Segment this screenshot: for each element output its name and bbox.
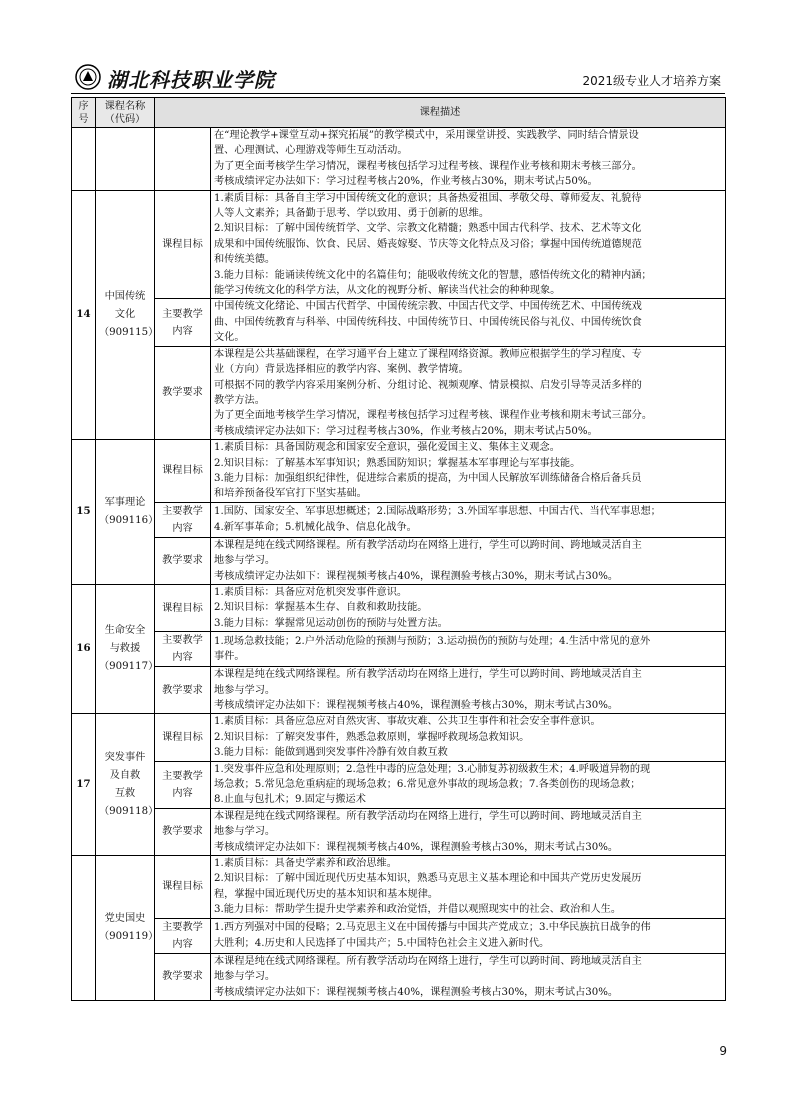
table-row: [72, 190, 726, 299]
requirement-text: 本课程是公共基础课程，在学习通平台上建立了课程网络资源。教师应根据学生的学习程度、专 业（方向）背景选择相应的教学内容、案例、教学情境。 可根据不同的教学内容采用案例分析、分组讨论、视频观摩、情景模拟、启发引导等灵活多样的 教学方法。 为了更全面地考核学生学习情况，课程考核包括学习过程考核、课程作业考核和期末考试三部分。 考核成绩评定办法如下：学习过程考核占30%，作业考核占20%，期末考试占50%。: [211, 346, 726, 439]
goal-label: 课程目标: [155, 856, 211, 919]
table-row: [72, 714, 726, 761]
requirement-label: 教学要求: [155, 667, 211, 714]
content-label: 主要教学 内容: [155, 299, 211, 346]
course-name: 生命安全 与救援 （909117）: [96, 584, 155, 713]
table-row: [72, 667, 726, 714]
course-number: [72, 856, 96, 1001]
course-number: 14: [72, 190, 96, 440]
content-label: 主要教学 内容: [155, 632, 211, 667]
content-text: 中国传统文化绪论、中国古代哲学、中国传统宗教、中国古代文学、中国传统艺术、中国传统戏 曲、中国传统教育与科举、中国传统科技、中国传统节日、中国传统民俗与礼仪、中国传统饮食 文化。: [211, 299, 726, 346]
goal-label: 课程目标: [155, 190, 211, 299]
goal-text: 1.素质目标：具备应急应对自然灾害、事故灾难、公共卫生事件和社会安全事件意识。 2.知识目标：了解突发事件，熟悉急救原则，掌握呼救现场急救知识。 3.能力目标：能做到遇到突发事件冷静有效自救互救: [211, 714, 726, 761]
content-label: 主要教学 内容: [155, 761, 211, 808]
goal-text: 1.素质目标：具备应对危机突发事件意识。 2.知识目标：掌握基本生存、自救和救助技能。 3.能力目标：掌握常见运动创伤的预防与处置方法。: [211, 584, 726, 631]
course-name: 突发事件 及自救 互救 （909118）: [96, 714, 155, 856]
table-row: [72, 346, 726, 439]
requirement-label: 教学要求: [155, 953, 211, 1000]
course-name: 中国传统 文化 （909115）: [96, 190, 155, 440]
table-row: [72, 440, 726, 503]
goal-label: 课程目标: [155, 584, 211, 631]
table-row: [72, 299, 726, 346]
table-row: [72, 808, 726, 855]
goal-text: 1.素质目标：具备国防观念和国家安全意识，强化爱国主义、集体主义观念。 2.知识目标：了解基本军事知识；熟悉国防知识；掌握基本军事理论与军事技能。 3.能力目标：加强组织纪律性，促进综合素质的提高，为中国人民解放军训练储备合格后备兵员 和培养预备役军官打下坚实基础。: [211, 440, 726, 503]
page-number: 9: [719, 1044, 727, 1058]
content-text: 1.西方列强对中国的侵略；2.马克思主义在中国传播与中国共产党成立；3.中华民族抗日战争的伟 大胜利；4.历史和人民选择了中国共产；5.中国特色社会主义进入新时代。: [211, 918, 726, 953]
goal-text: 1.素质目标：具备自主学习中国传统文化的意识；具备热爱祖国、孝敬父母、尊师爱友、礼貌待 人等人文素养；具备勤于思考、学以致用、勇于创新的思维。 2.知识目标：了解中国传统哲学、文学、宗教文化精髓；熟悉中国古代科学、技术、艺术等文化 成果和中国传统服饰、饮食、民居、婚丧嫁娶、节庆等文化特点及习俗；掌握中国传统道德规范 和传统美德。 3.能力目标：能诵读传统文化中的名篇佳句；能吸收传统文化的智慧，感悟传统文化的精神内涵； 能学习传统文化的科学方法，从文化的视野分析、解读当代社会的种种现象。: [211, 190, 726, 299]
requirement-label: 教学要求: [155, 808, 211, 855]
continuation-text: 在“理论教学+课堂互动+探究拓展”的教学模式中，采用课堂讲授、实践教学、同时结合情景设 置、心理测试、心理游戏等师生互动活动。 为了更全面考核学生学习情况，课程考核包括学习过程考核、课程作业考核和期末考核三部分。 考核成绩评定办法如下：学习过程考核占20%，作业考核占30%，期末考试占50%。: [211, 128, 726, 191]
document-title: 2021级专业人才培养方案: [582, 74, 721, 88]
table-row: [72, 761, 726, 808]
school-logo-icon: [75, 64, 101, 90]
table-header-row: [72, 98, 726, 128]
course-number: 15: [72, 440, 96, 585]
requirement-label: 教学要求: [155, 346, 211, 439]
goal-label: 课程目标: [155, 440, 211, 503]
table-row: [72, 953, 726, 1000]
requirement-text: 本课程是纯在线式网络课程。所有教学活动均在网络上进行，学生可以跨时间、跨地域灵活自主 地参与学习。 考核成绩评定办法如下：课程视频考核占40%，课程测验考核占30%，期末考试占30%。: [211, 953, 726, 1000]
page-header: [71, 62, 725, 92]
table-row-continuation: [72, 128, 726, 191]
content-label: 主要教学 内容: [155, 918, 211, 953]
table-row: [72, 918, 726, 953]
content-text: 1.现场急救技能；2.户外活动危险的预测与预防；3.运动损伤的预防与处理；4.生活中常见的意外 事件。: [211, 632, 726, 667]
course-name: 党史国史 （909119）: [96, 856, 155, 1001]
goal-label: 课程目标: [155, 714, 211, 761]
course-number: 17: [72, 714, 96, 856]
table-row: [72, 537, 726, 584]
table-row: [72, 632, 726, 667]
content-text: 1.突发事件应急和处理原则；2.急性中毒的应急处理；3.心肺复苏初级救生术；4.呼吸道异物的现 场急救；5.常见急危重病症的现场急救；6.常见意外事故的现场急救；7.各类创伤的现场急救； 8.止血与包扎术；9.固定与搬运术: [211, 761, 726, 808]
header-course-description: 课程描述: [155, 98, 726, 128]
course-number: 16: [72, 584, 96, 713]
requirement-text: 本课程是纯在线式网络课程。所有教学活动均在网络上进行，学生可以跨时间、跨地域灵活自主 地参与学习。 考核成绩评定办法如下：课程视频考核占40%，课程测验考核占30%，期末考试占30%。: [211, 667, 726, 714]
course-table: [71, 97, 726, 1001]
table-row: [72, 856, 726, 919]
school-name: 湖北科技职业学院: [107, 68, 275, 92]
table-row: [72, 584, 726, 631]
header-divider: [71, 93, 725, 94]
requirement-text: 本课程是纯在线式网络课程。所有教学活动均在网络上进行，学生可以跨时间、跨地域灵活自主 地参与学习。 考核成绩评定办法如下：课程视频考核占40%，课程测验考核占30%，期末考试占30%。: [211, 808, 726, 855]
content-label: 主要教学 内容: [155, 502, 211, 537]
header-number: 序号: [72, 98, 96, 128]
goal-text: 1.素质目标：具备史学素养和政治思维。 2.知识目标：了解中国近现代历史基本知识，熟悉马克思主义基本理论和中国共产党历史发展历 程，掌握中国近现代历史的基本知识和基本规律。 3.能力目标：帮助学生提升史学素养和政治觉悟，并借以观照现实中的社会、政治和人生。: [211, 856, 726, 919]
content-text: 1.国防、国家安全、军事思想概述；2.国际战略形势；3.外国军事思想、中国古代、当代军事思想； 4.新军事革命；5.机械化战争、信息化战争。: [211, 502, 726, 537]
requirement-label: 教学要求: [155, 537, 211, 584]
header-course-name: 课程名称（代码）: [96, 98, 155, 128]
table-row: [72, 502, 726, 537]
requirement-text: 本课程是纯在线式网络课程。所有教学活动均在网络上进行，学生可以跨时间、跨地域灵活自主 地参与学习。 考核成绩评定办法如下：课程视频考核占40%，课程测验考核占30%，期末考试占30%。: [211, 537, 726, 584]
course-name: 军事理论 （909116）: [96, 440, 155, 585]
